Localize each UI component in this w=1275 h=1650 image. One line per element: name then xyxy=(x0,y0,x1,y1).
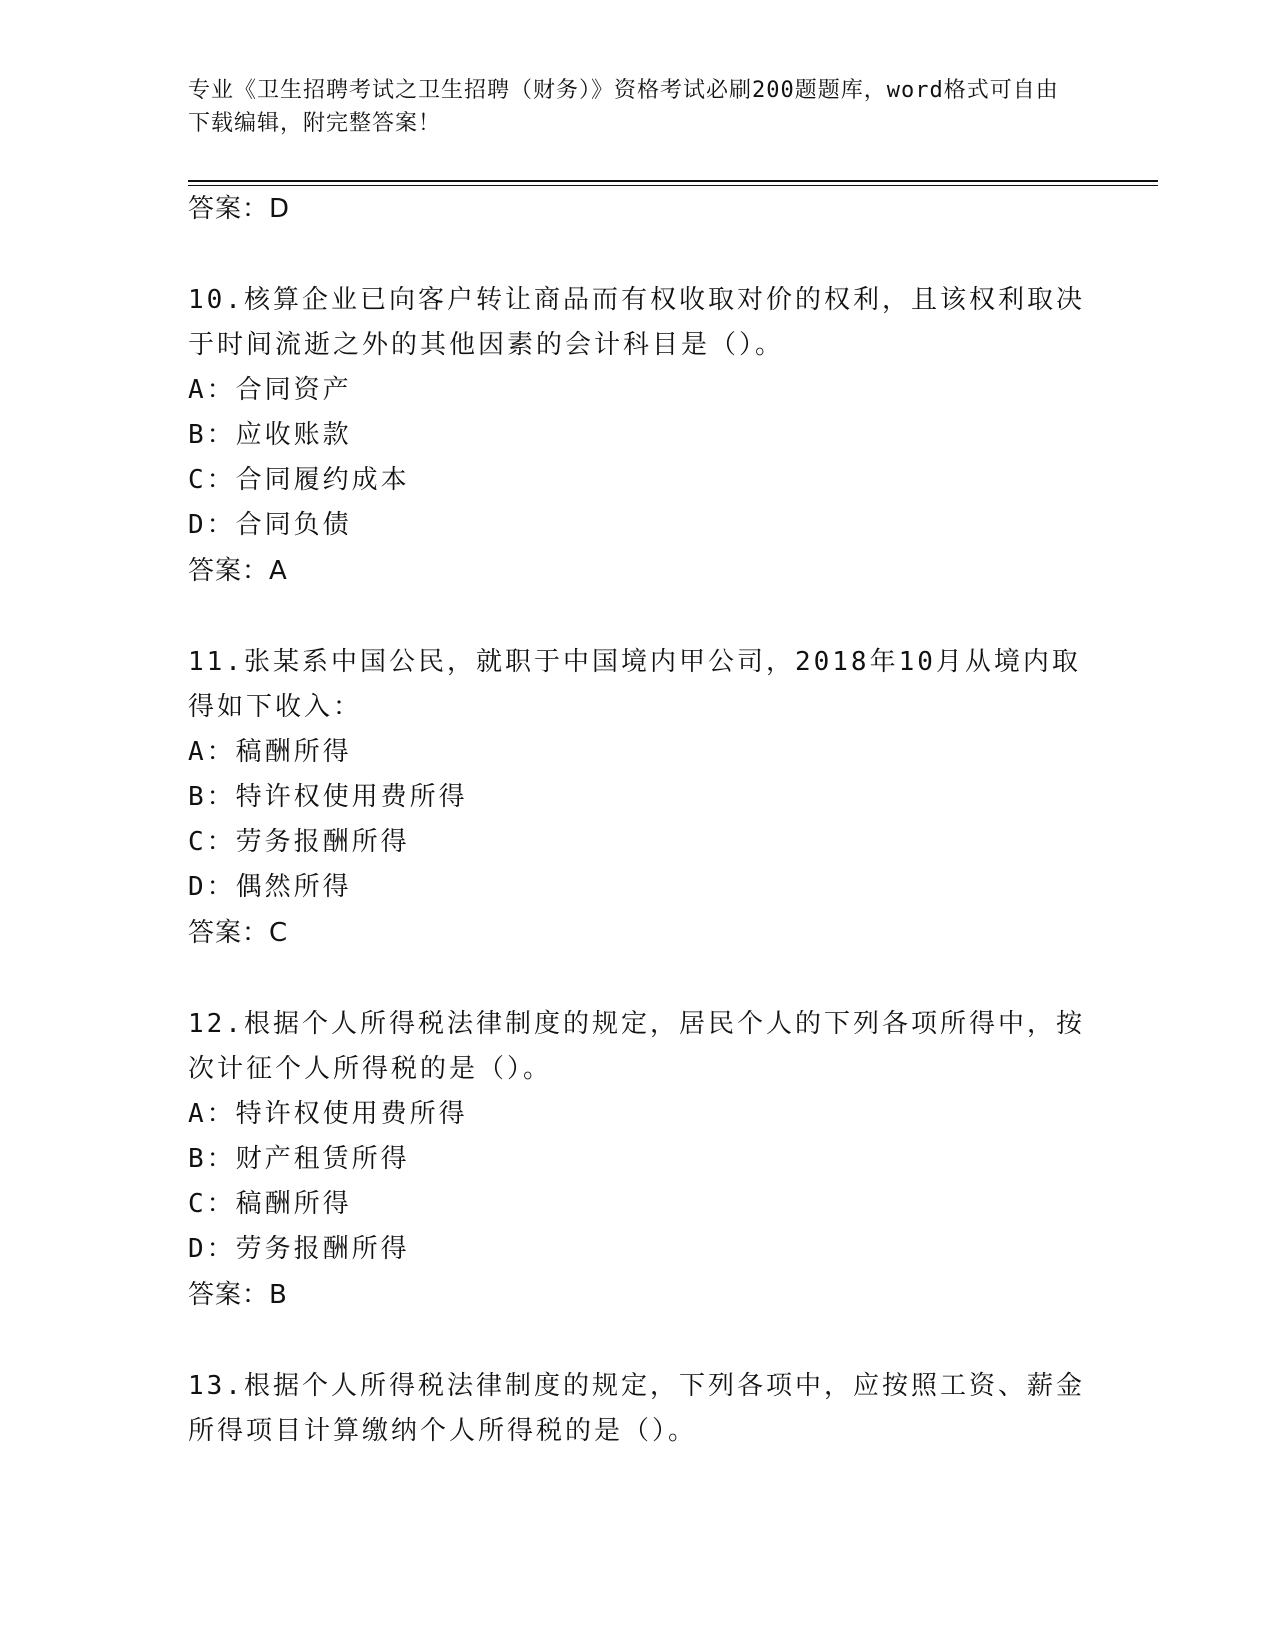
option-d: D：劳务报酬所得 xyxy=(188,1234,410,1264)
spacer xyxy=(188,594,1088,640)
option-b: B：特许权使用费所得 xyxy=(188,782,468,812)
question-stem: 11.张某系中国公民，就职于中国境内甲公司，2018年10月从境内取得如下收入： xyxy=(188,647,1081,722)
option-a: A：稿酬所得 xyxy=(188,737,352,767)
option-b: B：应收账款 xyxy=(188,420,352,450)
question-12 xyxy=(188,1002,1088,1318)
spacer xyxy=(188,956,1088,1002)
page-header: 专业《卫生招聘考试之卫生招聘（财务）》资格考试必刷200题题库，word格式可自由下载编辑，附完整答案！ xyxy=(188,78,1059,136)
question-list xyxy=(188,186,1088,1454)
spacer xyxy=(188,1318,1088,1364)
option-c: C：合同履约成本 xyxy=(188,465,410,495)
question-stem: 13.根据个人所得税法律制度的规定，下列各项中，应按照工资、薪金所得项目计算缴纳个人所得税的是（）。 xyxy=(188,1371,1085,1446)
answer-line: 答案：A xyxy=(188,556,288,586)
spacer xyxy=(188,232,1088,278)
answer-line: 答案：D xyxy=(188,194,291,224)
answer-line: 答案：C xyxy=(188,918,289,948)
option-a: A：合同资产 xyxy=(188,375,352,405)
question-11 xyxy=(188,640,1088,956)
answer-line: 答案：B xyxy=(188,1280,288,1310)
question-13 xyxy=(188,1364,1088,1454)
option-d: D：偶然所得 xyxy=(188,872,352,902)
question-stem: 12.根据个人所得税法律制度的规定，居民个人的下列各项所得中，按次计征个人所得税的是（）。 xyxy=(188,1009,1085,1084)
question-stem: 10.核算企业已向客户转让商品而有权收取对价的权利，且该权利取决于时间流逝之外的其他因素的会计科目是（）。 xyxy=(188,285,1085,360)
option-c: C：劳务报酬所得 xyxy=(188,827,410,857)
option-c: C：稿酬所得 xyxy=(188,1189,352,1219)
option-b: B：财产租赁所得 xyxy=(188,1144,410,1174)
question-10 xyxy=(188,278,1088,594)
option-d: D：合同负债 xyxy=(188,510,352,540)
option-a: A：特许权使用费所得 xyxy=(188,1099,468,1129)
